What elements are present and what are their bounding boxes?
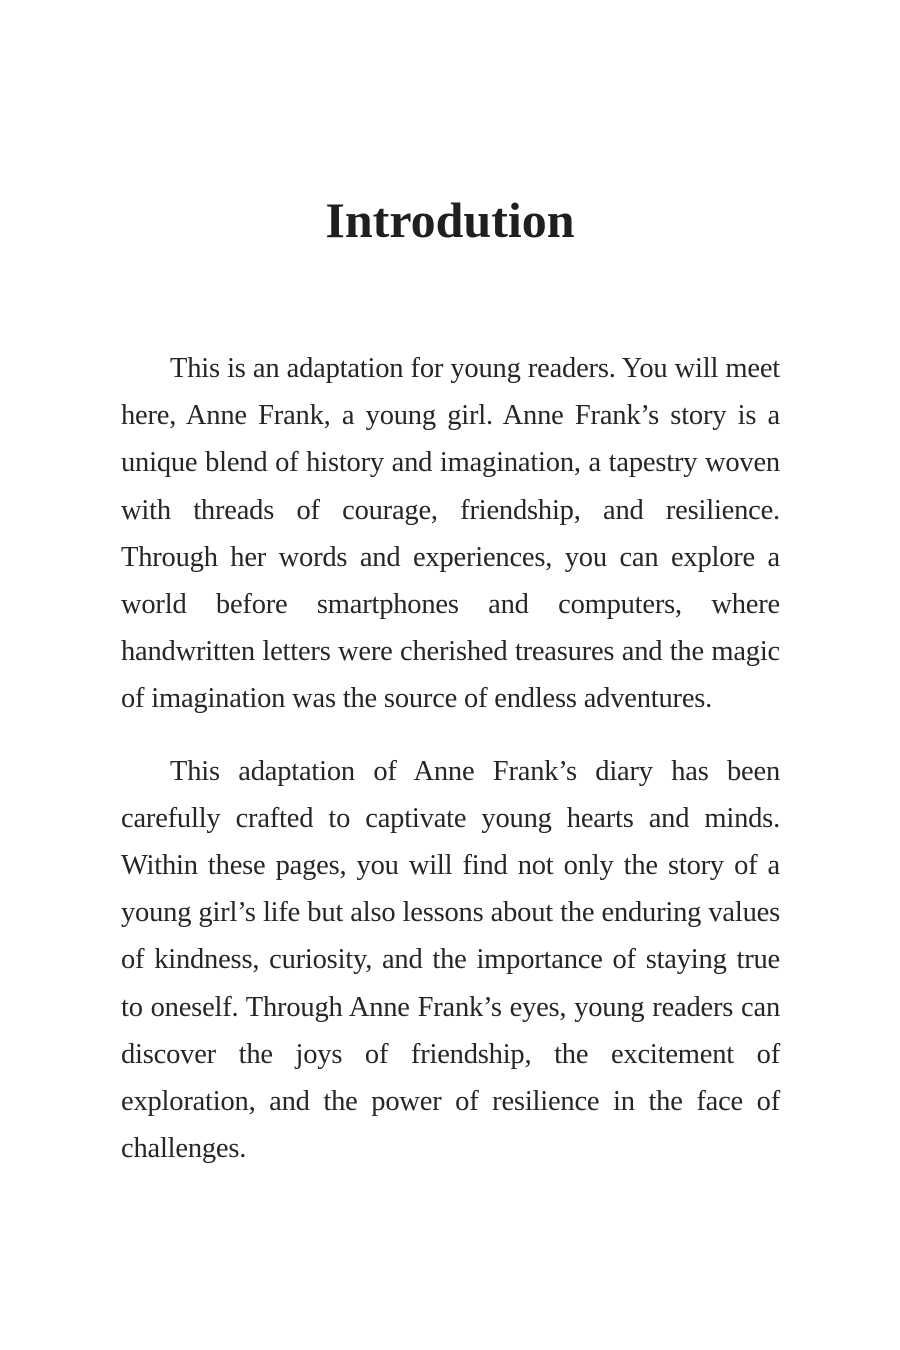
body-text <box>121 345 780 1172</box>
chapter-title: Introdution <box>325 192 575 248</box>
paragraph-1: This is an adaptation for young readers. You will meet here, Anne Frank, a young girl. Anne Frank’s story is a unique blend of history and imagination, a tapestry woven with threads of courage, friendship, and resilience. Through her words and experiences, you can explore a world before smartphones and computers, where handwritten letters were cherished treasures and the magic of imagination was the source of endless adventures. <box>121 353 780 715</box>
paragraph-2: This adaptation of Anne Frank’s diary has been carefully crafted to captivate young hearts and minds. Within these pages, you will find not only the story of a young girl’s life but also lessons about the enduring values of kindness, curiosity, and the importance of staying true to oneself. Through Anne Frank’s eyes, young readers can discover the joys of friendship, the excitement of exploration, and the power of resilience in the face of challenges. <box>121 755 780 1165</box>
